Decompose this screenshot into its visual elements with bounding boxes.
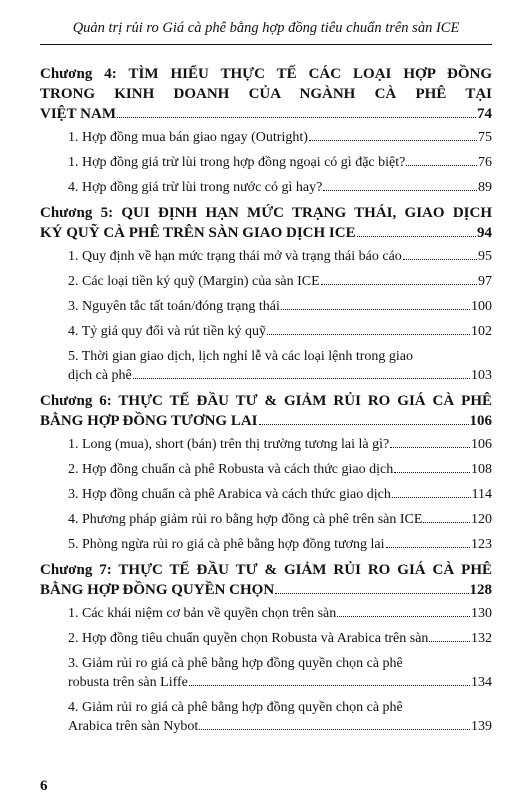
toc-entry-page-number: 100 bbox=[471, 299, 492, 314]
toc-entry-text: 5. Phòng ngừa rủi ro giá cà phê bằng hợp đồng tương lai bbox=[68, 537, 385, 552]
dot-leader bbox=[403, 259, 477, 260]
toc-entry[interactable] bbox=[68, 698, 492, 736]
toc-entry[interactable] bbox=[68, 322, 492, 341]
dot-leader bbox=[357, 236, 476, 237]
table-of-contents bbox=[40, 64, 492, 742]
toc-entry[interactable] bbox=[68, 153, 492, 172]
chapter-title-line: VIỆT NAM bbox=[40, 106, 116, 122]
toc-entry-page-number: 108 bbox=[471, 462, 492, 477]
toc-entry[interactable] bbox=[68, 629, 492, 648]
chapter-heading[interactable] bbox=[40, 560, 492, 600]
dot-leader bbox=[406, 165, 477, 166]
toc-entry-text: Arabica trên sàn Nybot bbox=[68, 719, 199, 734]
toc-entry-text: 1. Hợp đồng giá trừ lùi trong hợp đồng ngoại có gì đặc biệt? bbox=[68, 155, 406, 170]
chapter-title-line: Chương 5: QUI ĐỊNH HẠN MỨC TRẠNG THÁI, GIAO DỊCH bbox=[40, 205, 492, 221]
toc-entry-text: dịch cà phê bbox=[68, 368, 132, 383]
toc-entry-text: 4. Phương pháp giảm rủi ro bằng hợp đồng cà phê trên sàn ICE bbox=[68, 512, 423, 527]
toc-entry[interactable] bbox=[68, 178, 492, 197]
dot-leader bbox=[429, 641, 470, 642]
chapter-heading[interactable] bbox=[40, 64, 492, 124]
toc-entry-text: 5. Thời gian giao dịch, lịch nghỉ lễ và các loại lệnh trong giao bbox=[68, 349, 413, 364]
chapter-title-line: BẰNG HỢP ĐỒNG TƯƠNG LAI bbox=[40, 413, 258, 429]
chapter-title-line: BẰNG HỢP ĐỒNG QUYỀN CHỌN bbox=[40, 582, 275, 598]
chapter-page-number: 106 bbox=[469, 413, 492, 429]
toc-entry-page-number: 106 bbox=[471, 437, 492, 452]
dot-leader bbox=[267, 334, 470, 335]
toc-entry[interactable] bbox=[68, 485, 492, 504]
chapter-heading[interactable] bbox=[40, 203, 492, 243]
dot-leader bbox=[386, 547, 470, 548]
toc-entry[interactable] bbox=[68, 297, 492, 316]
toc-entry-page-number: 95 bbox=[478, 249, 492, 264]
chapter-title-line: Chương 6: THỰC TẾ ĐẦU TƯ & GIẢM RỦI RO GIÁ CÀ PHÊ bbox=[40, 393, 492, 409]
toc-entry-page-number: 114 bbox=[471, 487, 492, 502]
toc-entry-text: 1. Quy định về hạn mức trạng thái mở và trạng thái báo cáo bbox=[68, 249, 402, 264]
chapter-page-number: 74 bbox=[477, 106, 492, 122]
chapter-title-line: Chương 4: TÌM HIỂU THỰC TẾ CÁC LOẠI HỢP ĐỒNG bbox=[40, 66, 492, 82]
toc-entry-page-number: 102 bbox=[471, 324, 492, 339]
toc-entry[interactable] bbox=[68, 247, 492, 266]
toc-entry-text: 3. Hợp đồng chuẩn cà phê Arabica và cách thức giao dịch bbox=[68, 487, 391, 502]
dot-leader bbox=[390, 447, 470, 448]
running-header: Quản trị rủi ro Giá cà phê bằng hợp đồng tiêu chuẩn trên sàn ICE bbox=[72, 20, 460, 36]
toc-entry-page-number: 103 bbox=[471, 368, 492, 383]
toc-entry[interactable] bbox=[68, 272, 492, 291]
chapter-title-line: KÝ QUỸ CÀ PHÊ TRÊN SÀN GIAO DỊCH ICE bbox=[40, 225, 356, 241]
dot-leader bbox=[321, 284, 477, 285]
toc-entry-page-number: 76 bbox=[478, 155, 492, 170]
toc-entry-text: 4. Tỷ giá quy đổi và rút tiền ký quỹ bbox=[68, 324, 267, 339]
toc-entry-page-number: 139 bbox=[471, 719, 492, 734]
toc-entry-text: 1. Các khái niệm cơ bản về quyền chọn trên sàn bbox=[68, 606, 337, 621]
toc-entry[interactable] bbox=[68, 604, 492, 623]
dot-leader bbox=[323, 190, 477, 191]
dot-leader bbox=[392, 497, 471, 498]
toc-entry-text: 3. Nguyên tắc tất toán/đóng trạng thái bbox=[68, 299, 280, 314]
dot-leader bbox=[199, 729, 470, 730]
toc-entry[interactable] bbox=[68, 435, 492, 454]
toc-entry-text: robusta trên sàn Liffe bbox=[68, 675, 188, 690]
chapter-title-line: Chương 7: THỰC TẾ ĐẦU TƯ & GIẢM RỦI RO GIÁ CÀ PHÊ bbox=[40, 562, 492, 578]
chapter-heading[interactable] bbox=[40, 391, 492, 431]
toc-entry-page-number: 134 bbox=[471, 675, 492, 690]
toc-entry-text: 3. Giảm rủi ro giá cà phê bằng hợp đồng quyền chọn cà phê bbox=[68, 656, 403, 671]
toc-entry[interactable] bbox=[68, 347, 492, 385]
dot-leader bbox=[309, 140, 477, 141]
toc-entry-text: 2. Hợp đồng chuẩn cà phê Robusta và cách thức giao dịch bbox=[68, 462, 394, 477]
dot-leader bbox=[259, 424, 469, 425]
dot-leader bbox=[423, 522, 470, 523]
toc-entry[interactable] bbox=[68, 510, 492, 529]
toc-entry-text: 2. Hợp đồng tiêu chuẩn quyền chọn Robusta và Arabica trên sàn bbox=[68, 631, 429, 646]
dot-leader bbox=[337, 616, 470, 617]
toc-entry-page-number: 120 bbox=[471, 512, 492, 527]
toc-entry[interactable] bbox=[68, 460, 492, 479]
page-number: 6 bbox=[40, 778, 48, 794]
toc-entry[interactable] bbox=[68, 128, 492, 147]
dot-leader bbox=[394, 472, 470, 473]
toc-entry-page-number: 75 bbox=[478, 130, 492, 145]
toc-entry[interactable] bbox=[68, 535, 492, 554]
toc-entry-page-number: 97 bbox=[478, 274, 492, 289]
toc-entry-text: 4. Giảm rủi ro giá cà phê bằng hợp đồng quyền chọn cà phê bbox=[68, 700, 403, 715]
toc-entry-page-number: 89 bbox=[478, 180, 492, 195]
chapter-page-number: 94 bbox=[477, 225, 492, 241]
toc-entry-page-number: 132 bbox=[471, 631, 492, 646]
dot-leader bbox=[133, 378, 470, 379]
header-rule bbox=[40, 44, 492, 45]
chapter-title-line: TRONG KINH DOANH CỦA NGÀNH CÀ PHÊ TẠI bbox=[40, 86, 492, 102]
dot-leader bbox=[189, 685, 470, 686]
dot-leader bbox=[117, 117, 476, 118]
dot-leader bbox=[275, 593, 468, 594]
toc-entry-text: 1. Long (mua), short (bán) trên thị trường tương lai là gì? bbox=[68, 437, 390, 452]
dot-leader bbox=[281, 309, 470, 310]
toc-entry-page-number: 130 bbox=[471, 606, 492, 621]
toc-entry-text: 1. Hợp đồng mua bán giao ngay (Outright) bbox=[68, 130, 308, 145]
toc-entry[interactable] bbox=[68, 654, 492, 692]
toc-entry-text: 4. Hợp đồng giá trừ lùi trong nước có gì hay? bbox=[68, 180, 323, 195]
chapter-page-number: 128 bbox=[469, 582, 492, 598]
toc-entry-text: 2. Các loại tiền ký quỹ (Margin) của sàn ICE bbox=[68, 274, 320, 289]
toc-entry-page-number: 123 bbox=[471, 537, 492, 552]
